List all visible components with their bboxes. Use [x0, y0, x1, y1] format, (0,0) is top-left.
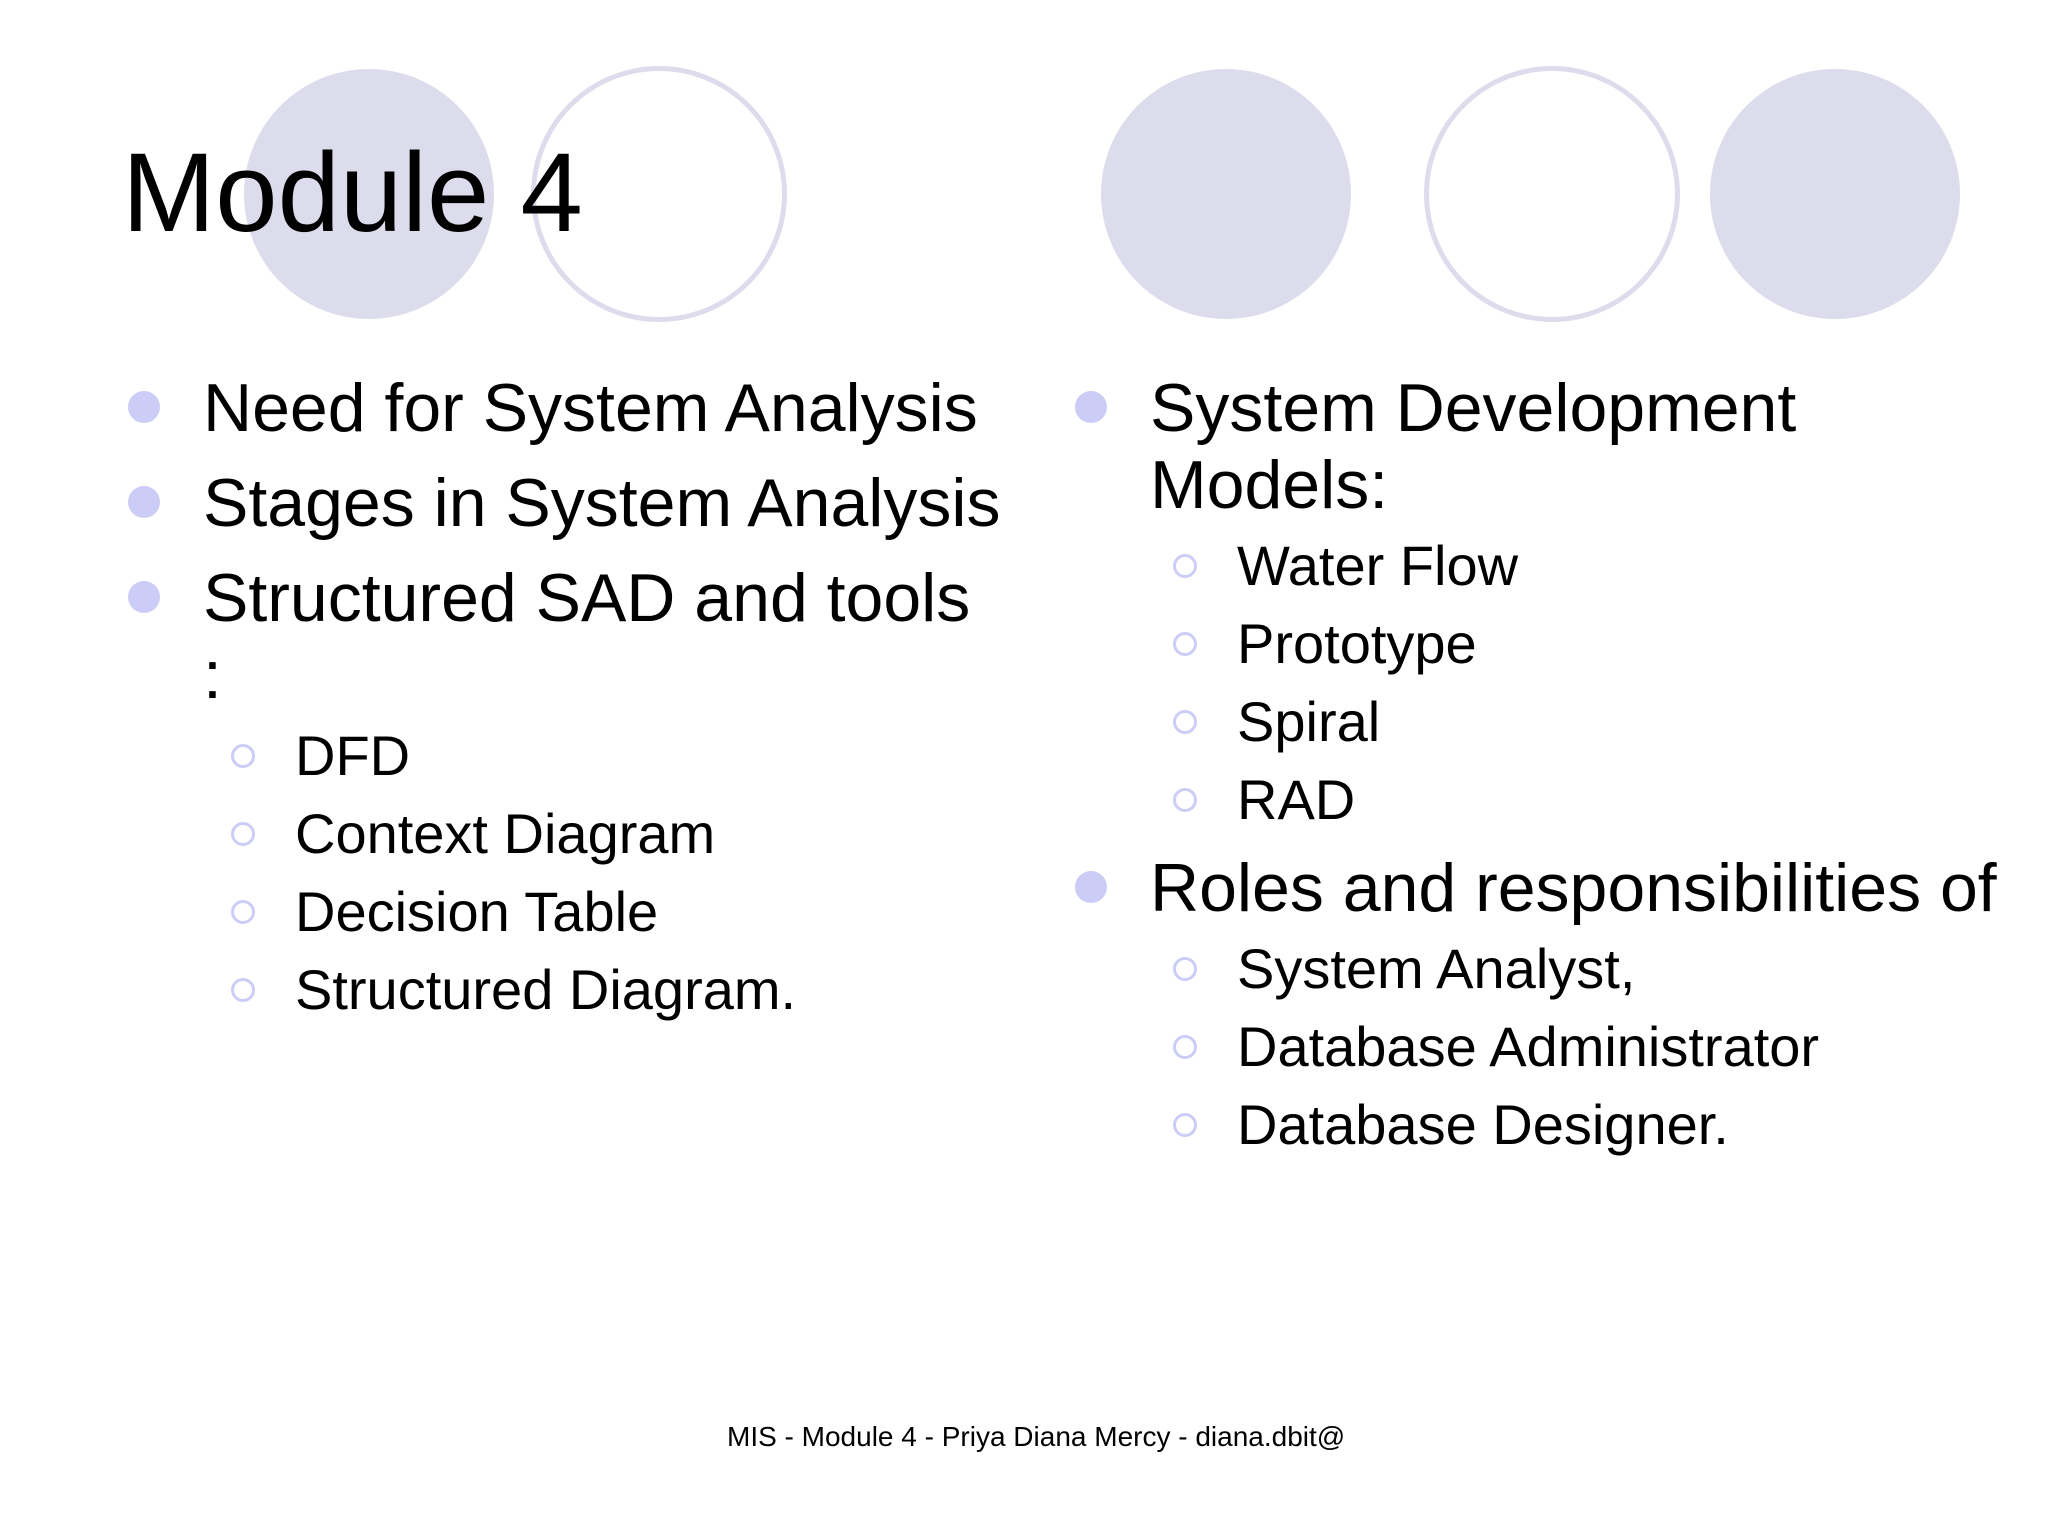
sub-bullet-icon [1173, 788, 1197, 812]
sub-bullet-text: Spiral [1237, 690, 1381, 753]
left-bullet-list [125, 370, 1005, 1022]
sub-list-item [1173, 937, 2012, 1001]
sub-bullet-list [1173, 937, 2012, 1157]
sub-list-item [1173, 612, 2012, 676]
bullet-text: Stages in System Analysis [203, 465, 1001, 541]
sub-list-item [1173, 690, 2012, 754]
bullet-icon [128, 486, 160, 518]
bullet-icon [128, 391, 160, 423]
bullet-text: Structured SAD and tools : [203, 560, 971, 713]
sub-bullet-list [231, 724, 1005, 1022]
sub-bullet-icon [1173, 632, 1197, 656]
sub-bullet-text: RAD [1237, 768, 1356, 831]
list-item [125, 465, 1005, 542]
slide-footer: MIS - Module 4 - Priya Diana Mercy - diana.dbit@ [727, 1421, 1346, 1452]
sub-list-item [1173, 1093, 2012, 1157]
sub-bullet-icon [1173, 1035, 1197, 1059]
left-column [125, 370, 1005, 1040]
slide-title: Module 4 [122, 130, 583, 255]
list-item [125, 560, 1005, 1022]
sub-list-item [1173, 534, 2012, 598]
decor-circle-filled-2 [1101, 69, 1351, 319]
decor-circle-filled-3 [1710, 69, 1960, 319]
bullet-text: Roles and responsibilities of [1150, 850, 1997, 926]
sub-bullet-text: System Analyst, [1237, 937, 1636, 1000]
sub-bullet-icon [231, 822, 255, 846]
bullet-icon [1075, 391, 1107, 423]
list-item [1072, 850, 2012, 1157]
sub-bullet-icon [1173, 1113, 1197, 1137]
bullet-text: Need for System Analysis [203, 370, 978, 446]
sub-bullet-text: Prototype [1237, 612, 1477, 675]
sub-bullet-list [1173, 534, 2012, 832]
sub-list-item [231, 802, 1005, 866]
list-item [1072, 370, 2012, 832]
right-bullet-list [1072, 370, 2012, 1157]
sub-list-item [231, 958, 1005, 1022]
sub-list-item [231, 724, 1005, 788]
sub-bullet-text: Context Diagram [295, 802, 716, 865]
sub-bullet-text: Database Designer. [1237, 1093, 1729, 1156]
list-item [125, 370, 1005, 447]
decor-circle-outline-2 [1424, 66, 1680, 322]
right-column [1072, 370, 2012, 1175]
sub-list-item [1173, 1015, 2012, 1079]
sub-bullet-icon [231, 900, 255, 924]
bullet-icon [128, 581, 160, 613]
sub-bullet-text: DFD [295, 724, 411, 787]
sub-bullet-icon [231, 978, 255, 1002]
sub-bullet-icon [1173, 554, 1197, 578]
sub-list-item [1173, 768, 2012, 832]
sub-bullet-text: Decision Table [295, 880, 659, 943]
bullet-text: System Development Models: [1150, 370, 1797, 523]
sub-bullet-icon [231, 744, 255, 768]
sub-bullet-icon [1173, 957, 1197, 981]
bullet-icon [1075, 871, 1107, 903]
sub-bullet-text: Database Administrator [1237, 1015, 1820, 1078]
sub-list-item [231, 880, 1005, 944]
sub-bullet-text: Structured Diagram. [295, 958, 797, 1021]
sub-bullet-text: Water Flow [1237, 534, 1519, 597]
sub-bullet-icon [1173, 710, 1197, 734]
